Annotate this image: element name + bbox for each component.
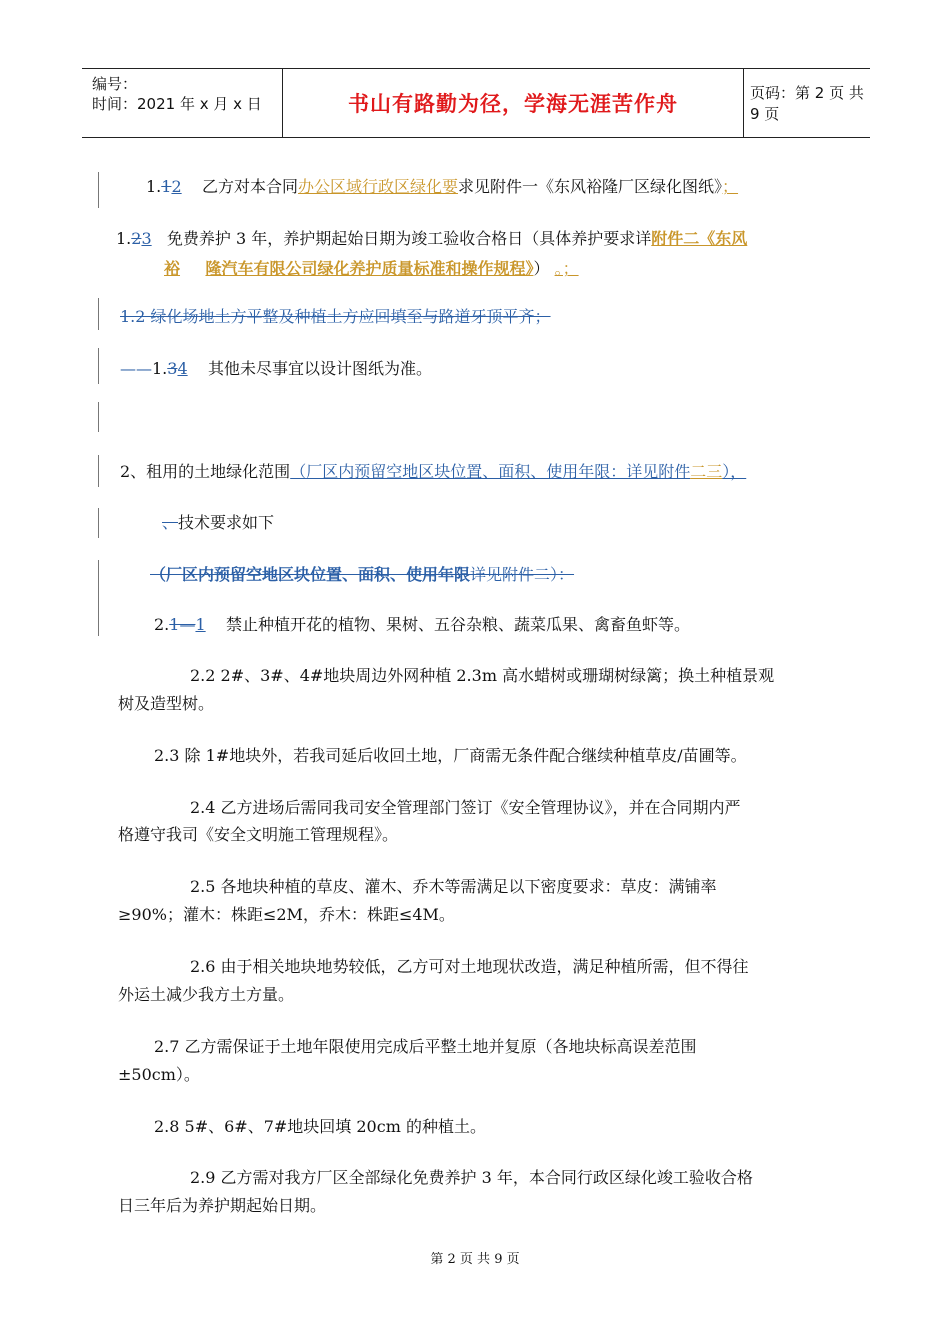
clause-number: 1. xyxy=(146,177,162,196)
paragraph-1-3-cont xyxy=(164,258,579,280)
body-text: 免费养护 3 年，养护期起始日期为竣工验收合格日（具体养护要求详 xyxy=(166,229,652,248)
deleted-paragraph: 1.2 绿化场地土方平整及种植土方应回填至与路道牙顶平齐； xyxy=(120,307,551,326)
clause-number: 2. xyxy=(154,615,170,634)
paragraph-1-4 xyxy=(120,358,432,380)
change-bar xyxy=(98,348,99,384)
change-bar xyxy=(98,455,99,487)
paragraph-2-2-cont: 树及造型树。 xyxy=(118,694,215,713)
inserted-text: ； xyxy=(722,177,739,196)
deleted-text: （厂区内预留空地区块位置、面积、使用年限 xyxy=(150,565,471,584)
paragraph-2-6: 2.6 由于相关地块地势较低，乙方可对土地现状改造，满足种植所需，但不得往 xyxy=(190,957,749,976)
inserted-text: （厂区内预留空地区块位置、面积、使用年限：详见附件 xyxy=(290,462,691,481)
body-text: 乙方对本合同 xyxy=(201,177,298,196)
paragraph-2-6-cont: 外运土减少我方土方量。 xyxy=(118,985,295,1004)
number-label: 编号： xyxy=(92,75,138,93)
paragraph-2-2: 2.2 2#、3#、4#地块周边外网种植 2.3m 高水蜡树或珊瑚树绿篱；换土种植景观 xyxy=(190,666,775,685)
body-text: 其他未尽事宜以设计图纸为准。 xyxy=(207,359,432,378)
inserted-text: 办公区域行政区绿化要 xyxy=(298,177,459,196)
paragraph-2-5-cont: ≥90%；灌木：株距≤2M，乔木：株距≤4M。 xyxy=(118,905,455,924)
date-label: 时间：2021 年 x 月 x 日 xyxy=(92,95,262,113)
paragraph-1-1 xyxy=(146,176,738,198)
deleted-text: 详见附件二）： xyxy=(470,565,575,584)
document-header xyxy=(82,68,870,138)
inserted-text: 1 xyxy=(195,615,206,634)
inserted-text: 裕 xyxy=(164,259,181,278)
inserted-text: 3 xyxy=(141,229,152,248)
inserted-text: ）， xyxy=(722,462,747,481)
inserted-text: 。； xyxy=(554,259,579,278)
clause-number: 1. xyxy=(116,229,132,248)
inserted-text: 4 xyxy=(177,359,188,378)
tech-requirements xyxy=(162,512,274,534)
paragraph-1-3 xyxy=(116,228,747,250)
paragraph-2-5: 2.5 各地块种植的草皮、灌木、乔木等需满足以下密度要求：草皮：满铺率 xyxy=(190,877,717,896)
body-text: ） xyxy=(533,259,550,278)
deleted-text: 1 xyxy=(161,177,172,196)
paragraph-2 xyxy=(120,461,746,483)
paragraph-2-9: 2.9 乙方需对我方厂区全部绿化免费养护 3 年，本合同行政区绿化竣工验收合格 xyxy=(190,1168,753,1187)
change-bar xyxy=(98,560,99,636)
change-bar xyxy=(98,172,99,208)
inserted-text: 2 xyxy=(171,177,182,196)
deleted-text: 3 xyxy=(167,359,178,378)
change-bar xyxy=(98,402,99,432)
paragraph-2-7: 2.7 乙方需保证于土地年限使用完成后平整土地并复原（各地块标高误差范围 xyxy=(154,1037,697,1056)
paragraph-2-4-cont: 格遵守我司《安全文明施工管理规程》。 xyxy=(118,825,399,844)
inserted-text: 二三 xyxy=(690,462,723,481)
deleted-text: 2 xyxy=(131,229,142,248)
clause-number: 1. xyxy=(152,359,168,378)
paragraph-2-9-cont: 日三年后为养护期起始日期。 xyxy=(118,1196,327,1215)
change-bar xyxy=(98,298,99,330)
change-bar xyxy=(98,508,99,538)
page-footer: 第 2 页 共 9 页 xyxy=(430,1252,520,1267)
body-text: 2、租用的土地绿化范围 xyxy=(120,462,291,481)
inserted-text: 附件二《东风 xyxy=(651,229,748,248)
inserted-text: —— xyxy=(120,359,152,378)
deleted-text: 1— xyxy=(169,615,196,634)
deleted-paragraph xyxy=(150,564,574,586)
paragraph-2-4: 2.4 乙方进场后需同我司安全管理部门签订《安全管理协议》，并在合同期内严 xyxy=(190,798,741,817)
body-text: 技术要求如下 xyxy=(178,513,275,532)
paragraph-2-1 xyxy=(154,614,690,636)
header-meta xyxy=(82,69,282,137)
paragraph-2-7-cont: ±50cm）。 xyxy=(118,1065,200,1084)
paragraph-2-8: 2.8 5#、6#、7#地块回填 20cm 的种植土。 xyxy=(154,1117,486,1136)
body-text: 求见附件一《东风裕隆厂区绿化图纸》 xyxy=(458,177,723,196)
paragraph-2-3: 2.3 除 1#地块外，若我司延后收回土地，厂商需无条件配合继续种植草皮/苗圃等。 xyxy=(154,746,747,765)
deleted-text: 、 xyxy=(162,513,179,532)
body-text: 禁止种植开花的植物、果树、五谷杂粮、蔬菜瓜果、禽畜鱼虾等。 xyxy=(225,615,690,634)
inserted-text: 隆汽车有限公司绿化养护质量标准和操作规程》 xyxy=(205,259,534,278)
header-page-info: 页码：第 2 页 共 9 页 xyxy=(750,84,864,123)
header-slogan: 书山有路勤为径，学海无涯苦作舟 xyxy=(282,69,744,137)
